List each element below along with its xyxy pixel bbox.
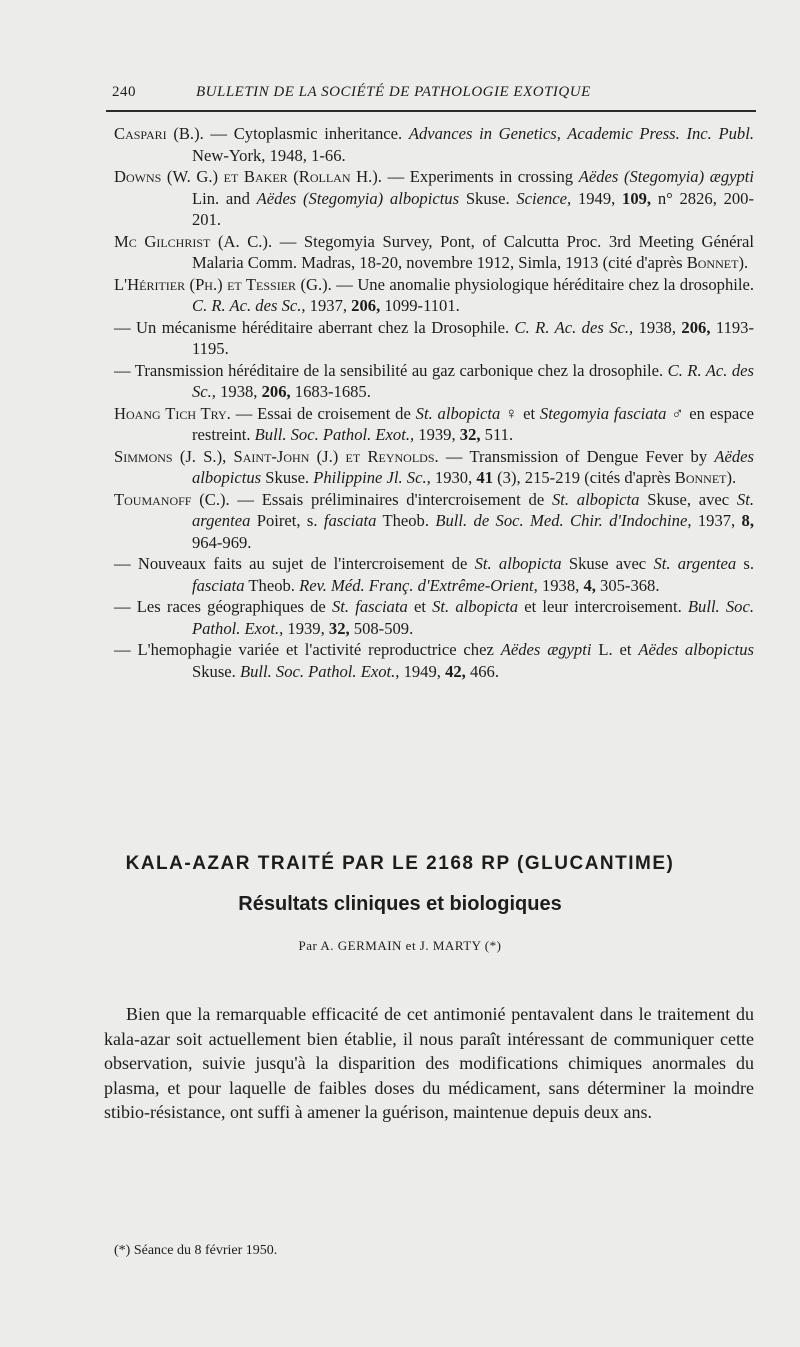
reference-volume: 8, <box>741 511 754 530</box>
article-subtitle: Résultats cliniques et biologiques <box>238 893 562 915</box>
reference-entry <box>114 553 754 596</box>
reference-text: Theob. <box>244 575 300 595</box>
reference-author: Simmons (J. S.), Saint-John (J.) et Reynolds. <box>114 446 439 466</box>
reference-text: Poiret, s. <box>250 511 324 530</box>
reference-text: Skuse avec <box>561 554 654 573</box>
reference-text: Lin. and <box>192 188 257 208</box>
reference-text: — Une anomalie physiologique héréditaire chez la drosophile. <box>331 274 755 294</box>
species-name: St. argentea <box>192 489 754 530</box>
reference-volume: 206, <box>681 317 711 337</box>
reference-text: 1939, <box>283 618 329 638</box>
reference-text: ). <box>738 253 749 272</box>
ditto-dash: — <box>114 554 131 573</box>
reference-text: 1930, <box>430 468 477 487</box>
species-name: Aëdes (Stegomyia) albopictus <box>256 188 460 208</box>
reference-entry <box>114 639 754 682</box>
reference-source: Bull. Soc. Pathol. Exot., <box>192 597 754 638</box>
reference-entry <box>114 596 754 639</box>
reference-entry <box>114 317 754 360</box>
header-rule <box>106 110 756 112</box>
reference-text: 508-509. <box>349 618 414 638</box>
reference-source: Rev. Méd. Franç. d'Extrême-Orient, <box>299 575 538 595</box>
species-name: Aëdes ægypti <box>500 640 592 659</box>
reference-text: Theob. <box>376 511 436 530</box>
reference-entry <box>114 446 754 489</box>
reference-source: Advances in Genetics, Academic Press. Inc. Publ. <box>408 124 754 143</box>
reference-text: 466. <box>465 661 499 681</box>
reference-volume: 206, <box>351 296 381 315</box>
journal-title: BULLETIN DE LA SOCIÉTÉ DE PATHOLOGIE EXOTIQUE <box>196 84 591 100</box>
footnote: (*) Séance du 8 février 1950. <box>114 1243 278 1258</box>
ditto-dash: — <box>114 360 131 380</box>
reference-author: Downs (W. G.) et Baker (Rollan H.). <box>114 167 382 186</box>
reference-text: (3), 215-219 (cités d'après <box>492 468 675 487</box>
reference-text: 964-969. <box>192 532 252 552</box>
reference-source: C. R. Ac. des Sc., <box>192 360 755 401</box>
reference-text: Transmission héréditaire de la sensibilité au gaz carbonique chez la drosophile. <box>130 360 668 380</box>
reference-author: Hoang Tich Try. <box>114 403 231 423</box>
ditto-dash: — <box>114 317 131 337</box>
reference-text: — Transmission of Dengue Fever by <box>438 446 715 466</box>
reference-volume: 32, <box>459 425 481 444</box>
reference-text: 1949, <box>399 661 446 681</box>
reference-text: Skuse, avec <box>639 489 737 509</box>
reference-source: Bull. Soc. Pathol. Exot., <box>239 661 400 681</box>
reference-text: ♂ en espace restreint. <box>192 403 754 444</box>
reference-entry <box>114 166 754 231</box>
reference-text: Les races géographiques de <box>130 597 332 616</box>
running-header <box>112 84 682 101</box>
species-name: St. argentea <box>653 554 737 573</box>
ditto-dash: — <box>114 640 131 659</box>
reference-text: New-York, 1948, 1-66. <box>192 145 346 165</box>
reference-text: 1938, <box>537 575 584 595</box>
cited-author: Bonnet <box>686 253 739 272</box>
reference-author: Mc Gilchrist (A. C.). <box>114 231 273 251</box>
reference-source: Bull. de Soc. Med. Chir. d'Indochine, <box>435 511 692 530</box>
article-body-paragraph: Bien que la remarquable efficacité de cet antimonié pentavalent dans le traitement du kala-azar soit actuellement bien établie, il nous paraît intéressant de communiquer cette observation, suivie jusqu'à la disparition des modifications chimiques anormales du plasma, et pour laquelle de faibles doses du médicament, sans déterminer la moindre stibio-résistance, ont suffi à amener la guérison, maintenue depuis deux ans. <box>104 1004 754 1122</box>
reference-entry <box>114 403 754 446</box>
species-name: Aëdes albopictus <box>192 446 754 487</box>
species-name: fasciata <box>192 575 245 595</box>
reference-text: 1949, <box>571 188 623 208</box>
reference-entry <box>114 274 754 317</box>
reference-text: Un mécanisme héréditaire aberrant chez la Drosophile. <box>130 317 515 337</box>
reference-text: Nouveaux faits au sujet de l'intercroisement de <box>130 554 475 573</box>
reference-text: 1099-1101. <box>380 296 460 315</box>
reference-text: 1937, <box>691 511 742 530</box>
reference-volume: 4, <box>583 575 596 595</box>
reference-text: et leur intercroisement. <box>518 597 688 616</box>
reference-source: C. R. Ac. des Sc., <box>514 317 634 337</box>
reference-entry <box>114 231 754 274</box>
reference-entry <box>114 489 754 554</box>
reference-author: Toumanoff (C.). <box>114 489 230 509</box>
reference-text: n° 2826, 200-201. <box>192 188 754 229</box>
species-name: St. albopicta <box>432 597 519 616</box>
reference-text: 1683-1685. <box>290 382 371 401</box>
article-title: KALA-AZAR TRAITÉ PAR LE 2168 RP (GLUCANTIME) <box>125 853 675 874</box>
reference-text: 511. <box>480 425 514 444</box>
reference-text: — Cytoplasmic inheritance. <box>203 124 409 143</box>
reference-text: 1938, <box>633 317 682 337</box>
ditto-dash: — <box>114 597 131 616</box>
species-name: St. albopicta <box>415 403 501 423</box>
reference-volume: 32, <box>328 618 350 638</box>
reference-text: Skuse. <box>459 188 517 208</box>
reference-text: 1939, <box>414 425 460 444</box>
reference-author: L'Héritier (Ph.) et Tessier (G.). <box>114 274 332 294</box>
species-name: St. albopicta <box>474 554 562 573</box>
reference-source: C. R. Ac. des Sc., <box>192 296 306 315</box>
page-number: 240 <box>112 84 136 100</box>
reference-text: 1938, <box>215 382 262 401</box>
reference-author: Caspari (B.). <box>114 124 204 143</box>
reference-text: 1193-1195. <box>192 317 754 358</box>
reference-text: 305-368. <box>595 575 660 595</box>
reference-source: Science, <box>516 188 572 208</box>
reference-volume: 109, <box>622 188 652 208</box>
reference-volume: 206, <box>261 382 291 401</box>
reference-text: Skuse. <box>261 468 314 487</box>
reference-text: ♀ et <box>500 403 540 423</box>
reference-text: — Experiments in crossing <box>381 167 579 186</box>
reference-text: ). <box>726 468 737 487</box>
reference-source: Philippine Jl. Sc., <box>313 468 431 487</box>
reference-volume: 41 <box>476 468 493 487</box>
species-name: Stegomyia fasciata <box>539 403 667 423</box>
cited-author: Bonnet <box>674 468 727 487</box>
reference-list <box>114 123 754 682</box>
reference-text: Skuse. <box>192 661 240 681</box>
reference-text: — Essai de croisement de <box>230 403 416 423</box>
reference-text: 1937, <box>305 296 352 315</box>
reference-text: L'hemophagie variée et l'activité reproductrice chez <box>130 640 501 659</box>
species-name: Aëdes (Stegomyia) ægypti <box>578 167 754 186</box>
reference-source: Bull. Soc. Pathol. Exot., <box>254 425 415 444</box>
reference-text: — Stegomyia Survey, Pont, of Calcutta Proc. 3rd Meeting Général Malaria Comm. Madras, 18-20, novembre 1912, Simla, 1913 (cité d'après <box>192 231 754 272</box>
reference-text: L. et <box>591 640 639 659</box>
species-name: Aëdes albopictus <box>638 640 754 659</box>
reference-volume: 42, <box>445 661 466 681</box>
reference-text: et <box>407 597 433 616</box>
reference-entry <box>114 360 754 403</box>
species-name: St. fasciata <box>331 597 408 616</box>
species-name: St. albopicta <box>551 489 640 509</box>
reference-entry <box>114 123 754 166</box>
reference-text: — Essais préliminaires d'intercroisement de <box>229 489 552 509</box>
article-byline: Par A. GERMAIN et J. MARTY (*) <box>298 938 502 953</box>
reference-text: s. <box>736 554 754 573</box>
species-name: fasciata <box>323 511 377 530</box>
